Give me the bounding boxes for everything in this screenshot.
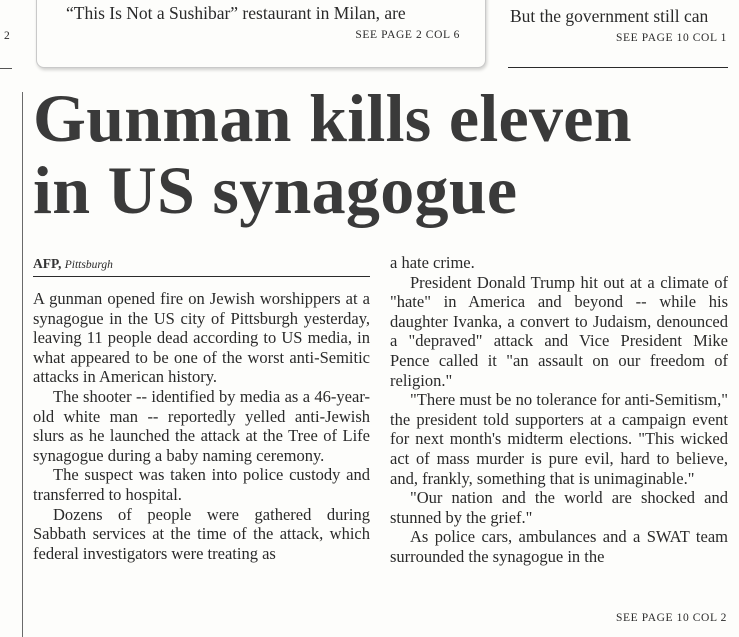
- byline-location: Pittsburgh: [64, 259, 113, 271]
- teaser-left-text: “This Is Not a Sushibar” restaurant in Milan, are: [66, 3, 406, 23]
- article-paragraph: A gunman opened fire on Jewish worshippers at a synagogue in the US city of Pittsburgh yesterday, leaving 11 people dead according to US media, in what appeared to be one of the worst anti-Semitic attacks in American history.: [33, 289, 370, 387]
- teaser-right-jump[interactable]: SEE PAGE 10 COL 1: [616, 32, 727, 44]
- article-paragraph: a hate crime.: [390, 253, 475, 272]
- teaser-right-text: But the government still can: [510, 6, 709, 26]
- teaser-right-rule: [508, 67, 728, 68]
- article-paragraph: President Donald Trump hit out at a climate of "hate" in America and beyond -- while his daughter Ivanka, a convert to Judaism, denounced a "depraved" attack and Vice President Mike Pence called it "an assault on our freedom of religion.": [390, 272, 728, 390]
- article-paragraph: The suspect was taken into police custody and transferred to hospital.: [33, 465, 370, 504]
- article-paragraph: "There must be no tolerance for anti-Semitism," the president told supporters at a campaign event for next month's midterm elections. "This wicked act of mass murder is pure evil, hard to believe, and, frankly, something that is unimaginable.": [390, 390, 728, 488]
- headline: [33, 82, 733, 226]
- left-edge-rule: [0, 68, 12, 69]
- article-paragraph: As police cars, ambulances and a SWAT team surrounded the synagogue in the: [390, 527, 728, 566]
- article-paragraph: "Our nation and the world are shocked and stunned by the grief.": [390, 488, 728, 527]
- teaser-left-jump[interactable]: SEE PAGE 2 COL 6: [355, 29, 460, 41]
- byline-source: AFP,: [33, 256, 62, 271]
- page-number-marker: 2: [4, 30, 11, 42]
- article-paragraph: The shooter -- identified by media as a 46-year-old white man -- reportedly yelled anti-Jewish slurs as he launched the attack at the Tree of Life synagogue during a baby naming ceremony.: [33, 386, 370, 465]
- article-jump[interactable]: SEE PAGE 10 COL 2: [616, 612, 727, 624]
- byline: [33, 256, 113, 272]
- byline-rule: [33, 276, 370, 277]
- headline-line-1: Gunman kills eleven: [33, 80, 632, 156]
- headline-line-2: in US synagogue: [33, 152, 518, 228]
- column-rule-left: [22, 92, 23, 637]
- article-column-1: [33, 289, 370, 563]
- teaser-box-left[interactable]: [36, 0, 486, 68]
- article-column-2: [390, 253, 728, 567]
- article-paragraph: Dozens of people were gathered during Sabbath services at the time of the attack, which federal investigators were treating as: [33, 504, 370, 563]
